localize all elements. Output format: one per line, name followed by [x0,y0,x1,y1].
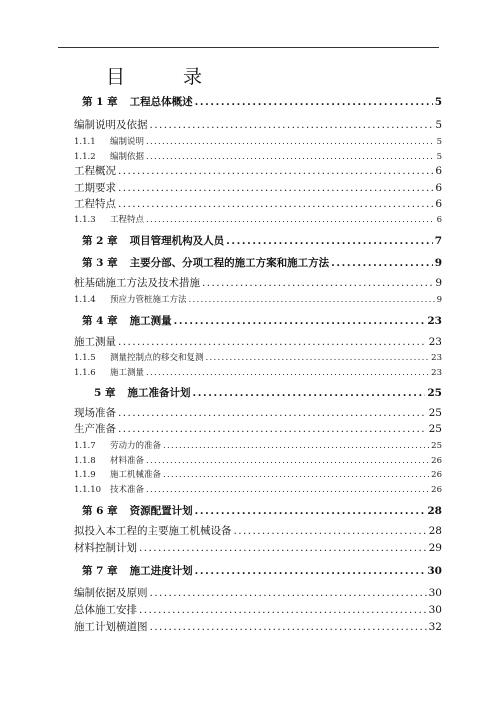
toc-entry-title: 生产准备 [74,423,116,435]
toc-subsection-entry[interactable] [74,293,442,305]
toc-dot-leader [195,96,433,108]
toc-page-number: 6 [436,215,442,225]
toc-dot-leader [146,137,435,147]
toc-dot-leader [118,407,427,419]
toc-entry-title: 施工测量 [74,336,116,348]
toc-dot-leader [118,165,433,177]
toc-dot-leader [139,604,427,616]
toc-section-entry[interactable] [74,421,442,436]
toc-entry-title: 材料控制计划 [74,542,137,554]
toc-page-number: 23 [431,368,442,378]
toc-page-number: 25 [428,407,442,419]
toc-entry-number: 第 1 章 [82,96,118,108]
toc-entry-title: 编制说明 [110,137,145,147]
toc-subsection-entry[interactable] [74,483,442,495]
toc-entry-title: 预应力管桩施工方法 [110,295,187,305]
toc-entry-title: 技术准备 [110,485,145,495]
toc-entry-title: 测量控制点的移交和复测 [110,353,204,363]
toc-entry-number: 1.1.7 [74,441,96,451]
toc-chapter-entry[interactable] [82,255,442,270]
toc-entry-number: 第 6 章 [82,505,118,517]
toc-dot-leader [206,353,430,363]
toc-dot-leader [163,441,429,451]
toc-subsection-entry[interactable] [74,150,442,162]
toc-entry-number: 1.1.1 [74,137,96,147]
toc-page-number: 26 [431,485,442,495]
toc-page-number: 5 [436,152,442,162]
toc-entry-title: 材料准备 [110,456,145,466]
toc-dot-leader [118,198,433,210]
toc-page-number: 9 [434,257,442,269]
toc-entry-number: 1.1.10 [74,485,102,495]
header-rule [58,47,439,48]
toc-entry-title: 编制依据及原则 [74,587,148,599]
toc-chapter-entry[interactable] [82,563,442,578]
toc-chapter-entry[interactable] [82,503,442,518]
toc-entry-title: 工程总体概述 [129,96,193,108]
toc-page-number: 30 [428,587,442,599]
toc-entry-title: 编制依据 [110,152,145,162]
toc-dot-leader [189,295,435,305]
toc-entry-title: 桩基础施工方法及技术措施 [74,277,200,289]
toc-entry-title: 项目管理机构及人员 [129,235,225,247]
toc-dot-leader [150,587,427,599]
toc-page-number: 26 [431,470,442,480]
toc-entry-title: 施工测量 [129,315,172,327]
toc-entry-title: 工程特点 [110,215,145,225]
toc-page-number: 25 [431,441,442,451]
toc-title: 目 录 [106,66,229,88]
toc-entry-title: 工程特点 [74,198,116,210]
toc-entry-title: 总体施工安排 [74,604,137,616]
toc-page-number: 29 [428,542,442,554]
toc-subsection-entry[interactable] [74,439,442,451]
toc-section-entry[interactable] [74,275,442,290]
toc-entry-title: 现场准备 [74,407,116,419]
toc-entry-number: 1.1.6 [74,368,96,378]
toc-entry-number: 1.1.3 [74,215,96,225]
toc-entry-title: 资源配置计划 [129,505,193,517]
toc-page-number: 25 [428,423,442,435]
toc-chapter-entry[interactable] [94,385,442,400]
toc-dot-leader [118,423,427,435]
toc-dot-leader [195,565,426,577]
toc-section-entry[interactable] [74,602,442,617]
toc-entry-number: 1.1.9 [74,470,96,480]
toc-chapter-entry[interactable] [82,94,442,109]
toc-entry-number: 第 4 章 [82,315,118,327]
toc-entry-title: 拟投入本工程的主要施工机械设备 [74,525,232,537]
toc-section-entry[interactable] [74,334,442,349]
toc-section-entry[interactable] [74,405,442,420]
toc-subsection-entry[interactable] [74,468,442,480]
toc-entry-title: 主要分部、分项工程的施工方案和施工方法 [129,257,330,269]
toc-subsection-entry[interactable] [74,135,442,147]
toc-dot-leader [234,525,427,537]
toc-subsection-entry[interactable] [74,213,442,225]
toc-page-number: 6 [435,165,442,177]
toc-subsection-entry[interactable] [74,454,442,466]
toc-entry-number: 第 2 章 [82,235,118,247]
toc-page-number: 30 [427,565,442,577]
toc-entry-title: 施工进度计划 [129,565,193,577]
toc-page-number: 7 [434,235,442,247]
toc-page-number: 32 [428,621,442,633]
toc-entry-title: 施工测量 [110,368,145,378]
toc-dot-leader [146,456,429,466]
toc-page-number: 9 [435,277,442,289]
toc-entry-title: 施工准备计划 [127,387,191,399]
toc-dot-leader [118,336,427,348]
toc-chapter-entry[interactable] [82,233,442,248]
toc-entry-number: 1.1.5 [74,353,96,363]
toc-page-number: 28 [428,525,442,537]
toc-entry-title: 劳动力的准备 [110,441,162,451]
toc-subsection-entry[interactable] [74,351,442,363]
toc-dot-leader [146,215,435,225]
toc-dot-leader [118,182,433,194]
toc-section-entry[interactable] [74,163,442,178]
toc-subsection-entry[interactable] [74,366,442,378]
toc-dot-leader [150,621,427,633]
toc-entry-number: 5 章 [94,387,116,399]
toc-section-entry[interactable] [74,619,442,634]
toc-page-number: 6 [435,182,442,194]
toc-page-number: 23 [428,336,442,348]
toc-section-entry[interactable] [74,196,442,211]
toc-section-entry[interactable] [74,523,442,538]
toc-dot-leader [146,152,435,162]
toc-section-entry[interactable] [74,585,442,600]
toc-dot-leader [195,505,426,517]
toc-page-number: 28 [427,505,442,517]
toc-entry-number: 第 7 章 [82,565,118,577]
toc-section-entry[interactable] [74,117,442,132]
toc-entry-title: 施工计划横道图 [74,621,148,633]
toc-page-number: 5 [435,119,442,131]
toc-page-number: 5 [436,137,442,147]
toc-page-number: 23 [431,353,442,363]
toc-dot-leader [146,368,429,378]
toc-entry-title: 施工机械准备 [110,470,162,480]
toc-dot-leader [163,470,429,480]
toc-dot-leader [146,485,429,495]
toc-dot-leader [226,235,433,247]
toc-page-number: 23 [427,315,442,327]
toc-entry-number: 第 3 章 [82,257,118,269]
toc-entry-number: 1.1.4 [74,295,96,305]
toc-page-number: 5 [434,96,442,108]
toc-dot-leader [139,542,427,554]
toc-dot-leader [174,315,426,327]
toc-dot-leader [202,277,433,289]
toc-entry-title: 工期要求 [74,182,116,194]
toc-section-entry[interactable] [74,180,442,195]
toc-page-number: 26 [431,456,442,466]
toc-section-entry[interactable] [74,540,442,555]
toc-entry-title: 编制说明及依据 [74,119,148,131]
toc-dot-leader [192,387,425,399]
toc-entry-number: 1.1.8 [74,456,96,466]
toc-dot-leader [331,257,433,269]
toc-entry-title: 工程概况 [74,165,116,177]
toc-page-number: 6 [435,198,442,210]
toc-dot-leader [150,119,434,131]
toc-page-number: 25 [427,387,442,399]
toc-chapter-entry[interactable] [82,313,442,328]
toc-page-number: 9 [436,295,442,305]
toc-page-number: 30 [428,604,442,616]
toc-entry-number: 1.1.2 [74,152,96,162]
